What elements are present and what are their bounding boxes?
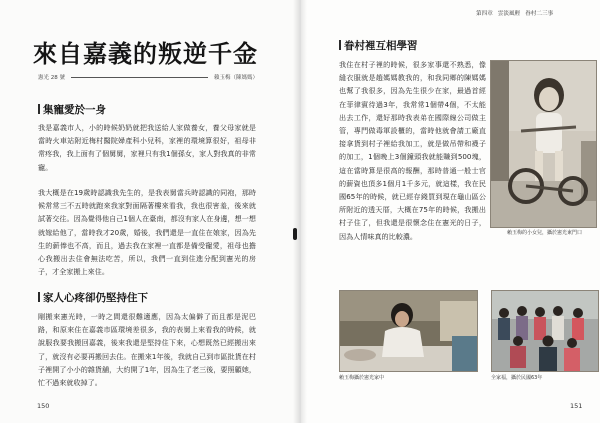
photo-girl-tricycle-image [491, 61, 596, 227]
section-heading-1: 集寵愛於一身 [38, 102, 106, 117]
running-head-chapter: 第四章 [476, 11, 493, 17]
paragraph-3: 剛搬來憲光時，一時之間還很難適應，因為太偏僻了而且都是泥巴路，和原來住在嘉義市區環境差很多，我的表舅上來看我的時候，就說服我要我搬回嘉義，後來我還是堅持住下來，心想既然已經搬出來了，就沒有必要再搬回去住。在搬來1年後，我就自己到市區批貨在村子裡開了小小的雜貨舖，大約開了1年，因為生了老三後，要照顧她，忙不過來就收掉了。 [38, 312, 256, 388]
running-head-part: 雲淡風輕 [497, 11, 521, 17]
photo-woman-indoor [339, 290, 478, 372]
page-number-right: 151 [570, 402, 583, 410]
caption-girl-tricycle: 賴玉梅的小女兒，攝於憲光東門口 [507, 230, 583, 236]
paragraph-1: 我是嘉義市人，小的時候奶奶就把我送給人家做養女，養父母家就是當時火車站附近梅村醫院婦產科小兒科，家裡的環境算很好，祖母非常疼我，我上面有了個舅舅，家裡只有我1個孫女，家人對我真的非常寵。 [38, 123, 256, 172]
right-page [301, 0, 600, 423]
page-edge-tab [293, 228, 297, 240]
section-heading-2: 家人心疼卻仍堅持住下 [38, 290, 148, 305]
byline-author: 賴玉梅（陳媽媽） [213, 75, 258, 81]
caption-family-group: 全家福，攝於民國63年 [491, 375, 543, 381]
left-page [0, 0, 299, 423]
paragraph-4: 我住在村子裡的時候，很多家事還不熟悉，像縫衣服就是趙媽媽教我的，和我同鄉的陳媽媽也幫了我很多，因為先生很少在家，最過首經在菲律賓待過3年，我常常1個帶4個，不太能出去工作，還好那時我表弟在國際線公司做主管，專門做毒軍設櫃的，當時他就會請工廠直接拿貨到村子裡給我加工，就是做吊帶和襪子的加工，1個晚上3個鐘頭我就能賺到500塊，這在當時算是很高的報酬，那時普通一般士官的薪資也頂多1個月1千多元，就這樣，我在民國65年的時候，就已經存錢買到現在龜山區公所附近的透天厝，大概在75年的時候，我搬出村子住了，但我還是很懷念住在憲光的日子，因為人情味真的比較濃。 [339, 60, 486, 241]
photo-family-group [491, 290, 599, 372]
page-number-left: 150 [37, 402, 50, 410]
section-heading-3: 眷村裡互相學習 [339, 38, 418, 53]
heading-bar [38, 292, 40, 302]
photo-woman-indoor-image [340, 291, 477, 371]
byline-address: 憲光 28 號 [38, 75, 65, 81]
heading-bar [38, 104, 40, 114]
book-gutter [293, 0, 307, 423]
paragraph-2: 我大概是在19歲時認識我先生的，是我表舅當兵時認識的同袍，那時候常常三不五時就跑來我家對面隔著樓來看我，我也很害羞，後來就試著交往。因為覺得他自己1個人在臺南，都沒有家人在身邊，想一想就嫁給他了，當時我才20歲，婚後，我們還是一直住在娘家，因為先生的薪俸也不高，而且，過去我在家裡一直都是備受寵愛，祖母也擔心我搬出去住會無法吃苦，所以，我們一直到住進分配到憲光的房子，才全家搬上來住。 [38, 188, 256, 277]
photo-family-group-image [492, 291, 598, 371]
photo-girl-tricycle [490, 60, 597, 228]
article-title: 來自嘉義的叛逆千金 [33, 40, 258, 68]
caption-woman-indoor: 賴玉梅攝於憲光家中 [339, 375, 385, 381]
heading-bar [339, 40, 341, 50]
running-head [476, 9, 553, 17]
byline [38, 73, 258, 81]
byline-rule [71, 77, 208, 78]
running-head-subtitle: 眷村二三事 [525, 11, 554, 17]
